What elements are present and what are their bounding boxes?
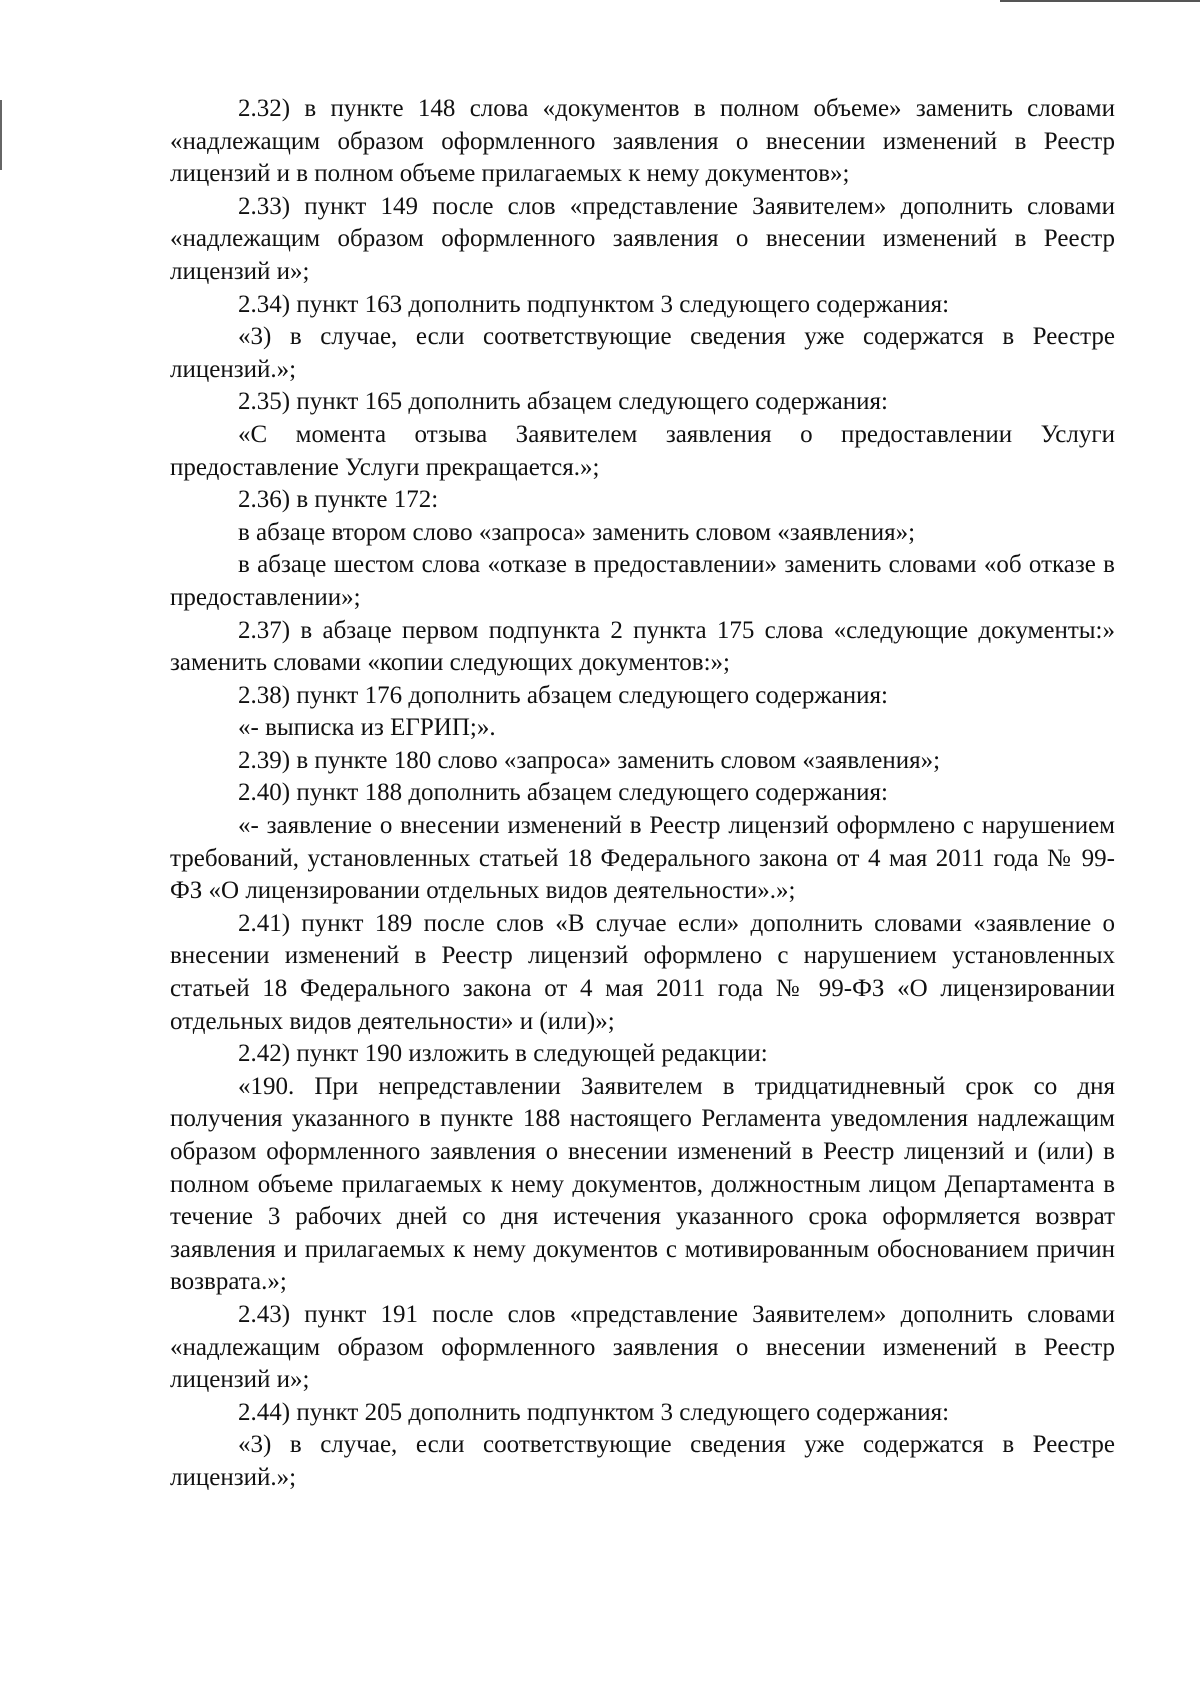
paragraph: 2.39) в пункте 180 слово «запроса» заменить словом «заявления»; [238, 746, 941, 774]
paragraph: 2.44) пункт 205 дополнить подпунктом 3 следующего содержания: [238, 1398, 950, 1426]
paragraph: «190. При непредставлении Заявителем в тридцатидневный срок со дня получения указанного в пункте 188 настоящего Регламента уведомления надлежащим образом оформленного заявления о внесении изменений в Реестр лицензий и (или) в полном объеме прилагаемых к нему документов, должностным лицом Департамента в течение 3 рабочих дней со дня истечения указанного срока оформляется возврат заявления и прилагаемых к нему документов с мотивированным обоснованием причин возврата.»; [170, 1072, 1115, 1296]
paragraph: 2.34) пункт 163 дополнить подпунктом 3 следующего содержания: [238, 290, 950, 318]
paragraph: 2.41) пункт 189 после слов «В случае если» дополнить словами «заявление о внесении изменений в Реестр лицензий оформлено с нарушением установленных статьей 18 Федерального закона от 4 мая 2011 года № 99-ФЗ «О лицензировании отдельных видов деятельности» и (или)»; [170, 909, 1115, 1035]
paragraph: 2.32) в пункте 148 слова «документов в полном объеме» заменить словами «надлежащим образом оформленного заявления о внесении изменений в Реестр лицензий и в полном объеме прилагаемых к нему документов»; [170, 95, 1115, 188]
paragraph: 2.42) пункт 190 изложить в следующей редакции: [238, 1040, 768, 1068]
scan-edge-mark [0, 100, 2, 170]
paragraph: в абзаце шестом слова «отказе в предоставлении» заменить словами «об отказе в предоставлении»; [170, 551, 1115, 611]
paragraph: 2.37) в абзаце первом подпункта 2 пункта 175 слова «следующие документы:» заменить словами «копии следующих документов:»; [170, 616, 1115, 677]
paragraph: «- выписка из ЕГРИП;». [238, 714, 496, 742]
paragraph: 2.36) в пункте 172: [238, 486, 439, 514]
paragraph: в абзаце втором слово «запроса» заменить словом «заявления»; [238, 518, 916, 546]
document-page [170, 93, 1115, 1495]
paragraph: «3) в случае, если соответствующие сведения уже содержатся в Реестре лицензий.»; [170, 1431, 1115, 1491]
paragraph: 2.43) пункт 191 после слов «представление Заявителем» дополнить словами «надлежащим образом оформленного заявления о внесении изменений в Реестр лицензий и»; [170, 1300, 1115, 1394]
paragraph: 2.40) пункт 188 дополнить абзацем следующего содержания: [238, 779, 888, 807]
scan-edge-mark [1000, 0, 1200, 2]
paragraph: «- заявление о внесении изменений в Реестр лицензий оформлено с нарушением требований, установленных статьей 18 Федерального закона от 4 мая 2011 года № 99-ФЗ «О лицензировании отдельных видов деятельности».»; [170, 812, 1115, 905]
paragraph: «С момента отзыва Заявителем заявления о предоставлении Услуги предоставление Услуги прекращается.»; [170, 420, 1115, 481]
paragraph: 2.38) пункт 176 дополнить абзацем следующего содержания: [238, 681, 888, 709]
paragraph: 2.33) пункт 149 после слов «представление Заявителем» дополнить словами «надлежащим образом оформленного заявления о внесении изменений в Реестр лицензий и»; [170, 192, 1115, 285]
paragraph: «3) в случае, если соответствующие сведения уже содержатся в Реестре лицензий.»; [170, 323, 1115, 383]
paragraph: 2.35) пункт 165 дополнить абзацем следующего содержания: [238, 388, 888, 416]
